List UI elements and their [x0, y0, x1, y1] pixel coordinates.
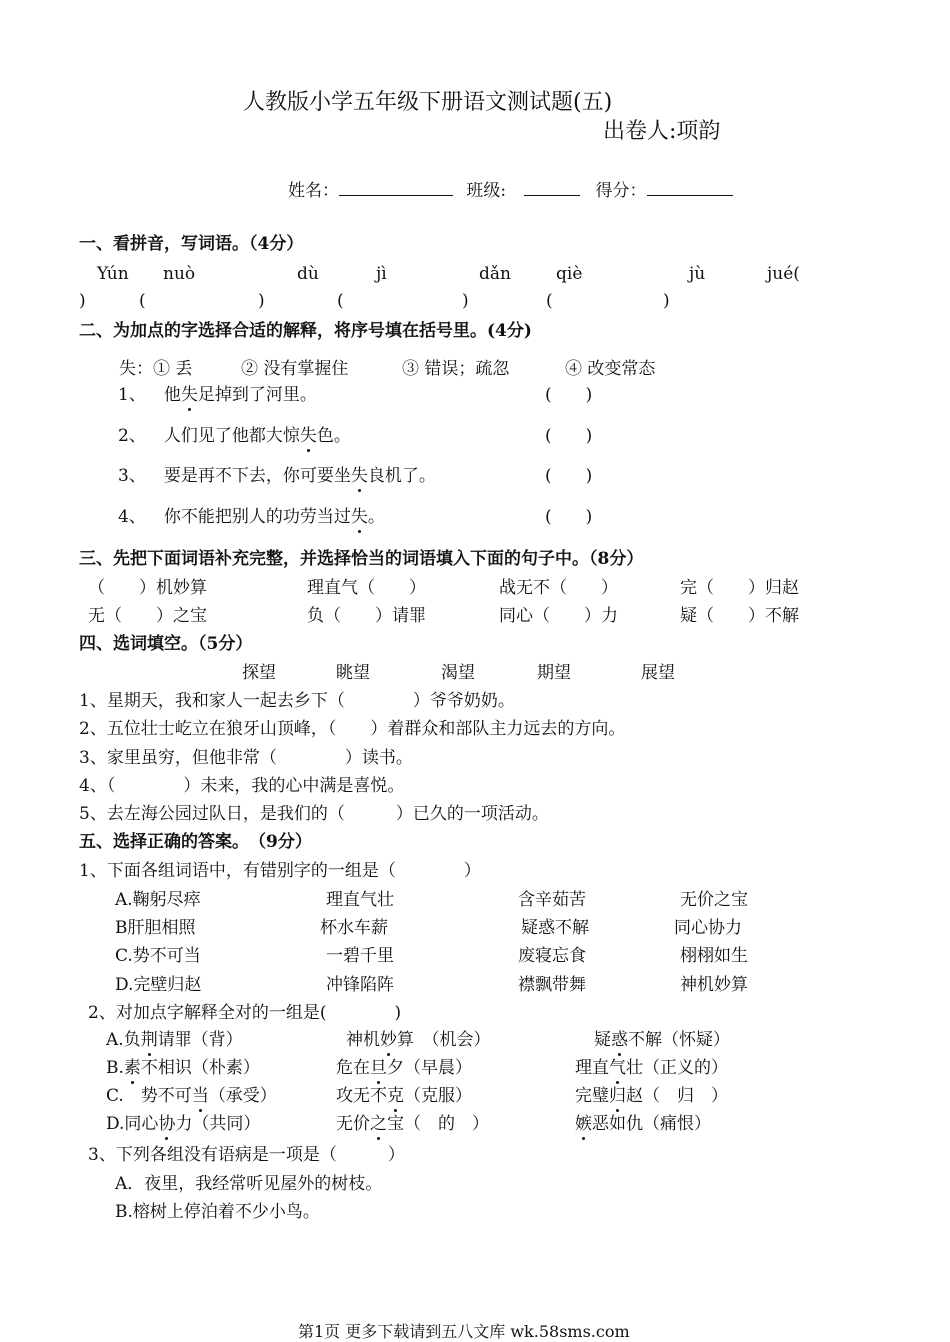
choice-word: 含辛茹苦 [518, 890, 586, 910]
choice-word: B肝胆相照 [115, 918, 196, 938]
pinyin-item: dù [297, 264, 319, 284]
pinyin-item: jù [689, 264, 706, 284]
definition-option: ② 没有掌握住 [241, 359, 349, 379]
class-blank[interactable] [524, 180, 580, 196]
choice-word: C. 势不可当（承受） [106, 1086, 277, 1106]
question-5-2: 2、对加点字解释全对的一组是( ) [88, 1003, 402, 1023]
dotted-char: 妙 [380, 1030, 397, 1050]
name-blank[interactable] [339, 180, 453, 196]
choice-word: 栩栩如生 [680, 946, 748, 966]
answer-paren: ( [546, 291, 553, 311]
dotted-char: 失 [350, 507, 368, 527]
definition-option: 失：① 丢 [119, 359, 193, 379]
dotted-char: 归 [609, 1086, 626, 1106]
question-5-3: 3、下列各组没有语病是一项是（ ） [88, 1145, 405, 1165]
answer-paren: ) [258, 291, 265, 311]
choice-word: 同心协力 [674, 918, 742, 938]
pinyin-item: Yún [97, 264, 129, 284]
dotted-char: 气 [609, 1058, 626, 1078]
definition-option: ③ 错误；疏忽 [402, 359, 510, 379]
answer-paren: ( ) [545, 426, 593, 446]
idiom-blank: 同心（ ）力 [499, 606, 618, 626]
page-footer: 第1页 更多下载请到五八文库 wk.58sms.com [298, 1322, 630, 1341]
dotted-char: 失 [180, 385, 198, 405]
choice-word: B.素不相识（朴素） [106, 1058, 260, 1078]
question-2-3: 3、 要是再不下去，你可要坐失良机了。 [118, 466, 436, 486]
fill-sentence: 2、五位壮士屹立在狼牙山顶峰，（ ）着群众和部队主力远去的方向。 [79, 719, 626, 739]
question-2-1: 1、 他失足掉到了河里。 [118, 385, 317, 405]
idiom-blank: 负（ ）请罪 [307, 606, 426, 626]
question-5-1: 1、下面各组词语中，有错别字的一组是（ ） [79, 861, 481, 881]
choice-word: 神机妙算 （机会） [346, 1030, 491, 1050]
idiom-blank: （ ）机妙算 [88, 578, 207, 598]
answer-paren: ) [79, 291, 86, 311]
choice-word: 一碧千里 [326, 946, 394, 966]
choice-word: 理直气壮（正义的） [575, 1058, 728, 1078]
choice-word: 废寝忘食 [518, 946, 586, 966]
word-choice: 渴望 [441, 663, 475, 683]
choice-word: 攻无不克（克服） [336, 1086, 472, 1106]
dotted-char: 嫉 [575, 1114, 592, 1134]
page-title: 人教版小学五年级下册语文测试题(五) [243, 90, 613, 115]
dotted-char: 克 [387, 1086, 404, 1106]
idiom-blank: 完（ ）归赵 [680, 578, 799, 598]
answer-paren: ( [139, 291, 146, 311]
choice-word: 理直气壮 [326, 890, 394, 910]
choice-word: 无价之宝（ 的 ） [336, 1114, 489, 1134]
pinyin-item: qiè [556, 264, 583, 284]
fill-sentence: 3、家里虽穷，但他非常（ ）读书。 [79, 748, 413, 768]
dotted-char: 素 [123, 1058, 141, 1078]
section-3-heading: 三、先把下面词语补充完整，并选择恰当的词语填入下面的句子中。（8分） [79, 549, 644, 569]
section-4-heading: 四、选词填空。（5分） [79, 634, 253, 654]
choice-word: C.势不可当 [115, 946, 201, 966]
dotted-char: 协 [158, 1114, 176, 1134]
word-choice: 期望 [537, 663, 571, 683]
word-choice: 探望 [242, 663, 276, 683]
choice-word: 杯水车薪 [320, 918, 388, 938]
pinyin-item: dǎn [479, 264, 511, 284]
dotted-char: 荆 [140, 1030, 158, 1050]
choice-word: A.鞠躬尽瘁 [115, 890, 201, 910]
dotted-char: 旦 [370, 1058, 387, 1078]
choice-word: D.同心协力（共同） [106, 1114, 261, 1134]
choice-word: 神机妙算 [680, 975, 748, 995]
choice-option: B.榕树上停泊着不少小鸟。 [115, 1202, 320, 1222]
fill-sentence: 4、（ ）未来，我的心中满是喜悦。 [79, 776, 405, 796]
section-1-heading: 一、看拼音，写词语。（4分） [79, 234, 304, 254]
choice-word: 完璧归赵（ 归 ） [575, 1086, 728, 1106]
idiom-blank: 战无不（ ） [499, 578, 618, 598]
word-choice: 展望 [641, 663, 675, 683]
choice-word: D.完壁归赵 [115, 975, 202, 995]
dotted-char: 失 [350, 466, 368, 486]
pinyin-item: jì [376, 264, 387, 284]
dotted-char: 当 [191, 1086, 209, 1106]
author-line: 出卷人:项韵 [603, 119, 721, 144]
idiom-blank: 理直气（ ） [307, 578, 426, 598]
choice-word: 嫉恶如仇（痛恨） [575, 1114, 711, 1134]
dotted-char: 之 [370, 1114, 387, 1134]
answer-paren: ( ) [545, 385, 593, 405]
definition-option: ④ 改变常态 [565, 359, 656, 379]
dotted-char: 惑 [611, 1030, 628, 1050]
choice-word: A.负荆请罪（背） [106, 1030, 243, 1050]
idiom-blank: 无（ ）之宝 [88, 606, 207, 626]
name-label: 姓名： [288, 181, 339, 201]
score-blank[interactable] [647, 180, 733, 196]
choice-word: 疑惑不解（怀疑） [594, 1030, 730, 1050]
section-5-heading: 五、选择正确的答案。 （9分） [79, 832, 312, 852]
choice-word: 襟飘带舞 [518, 975, 586, 995]
choice-option: A．夜里，我经常听见屋外的树枝。 [115, 1174, 383, 1194]
pinyin-item: jué( [767, 264, 800, 284]
answer-paren: ) [663, 291, 670, 311]
choice-word: 危在旦夕（早晨） [336, 1058, 472, 1078]
section-2-heading: 二、为加点的字选择合适的解释，将序号填在括号里。(4分) [79, 321, 532, 341]
choice-word: 疑惑不解 [521, 918, 589, 938]
score-label: 得分： [595, 181, 647, 201]
idiom-blank: 疑（ ）不解 [680, 606, 799, 626]
answer-paren: ( [337, 291, 344, 311]
answer-paren: ( ) [545, 466, 593, 486]
student-info-row [288, 180, 733, 200]
class-label: 班级: [466, 181, 507, 201]
word-choice: 眺望 [336, 663, 370, 683]
question-2-4: 4、 你不能把别人的功劳当过失。 [118, 507, 385, 527]
answer-paren: ) [462, 291, 469, 311]
dotted-char: 失 [299, 426, 317, 446]
fill-sentence: 1、星期天，我和家人一起去乡下（ ）爷爷奶奶。 [79, 691, 515, 711]
choice-word: 冲锋陷阵 [326, 975, 394, 995]
fill-sentence: 5、去左海公园过队日，是我们的（ ）已久的一项活动。 [79, 804, 549, 824]
pinyin-item: nuò [163, 264, 196, 284]
choice-word: 无价之宝 [680, 890, 748, 910]
question-2-2: 2、 人们见了他都大惊失色。 [118, 426, 351, 446]
answer-paren: ( ) [545, 507, 593, 527]
